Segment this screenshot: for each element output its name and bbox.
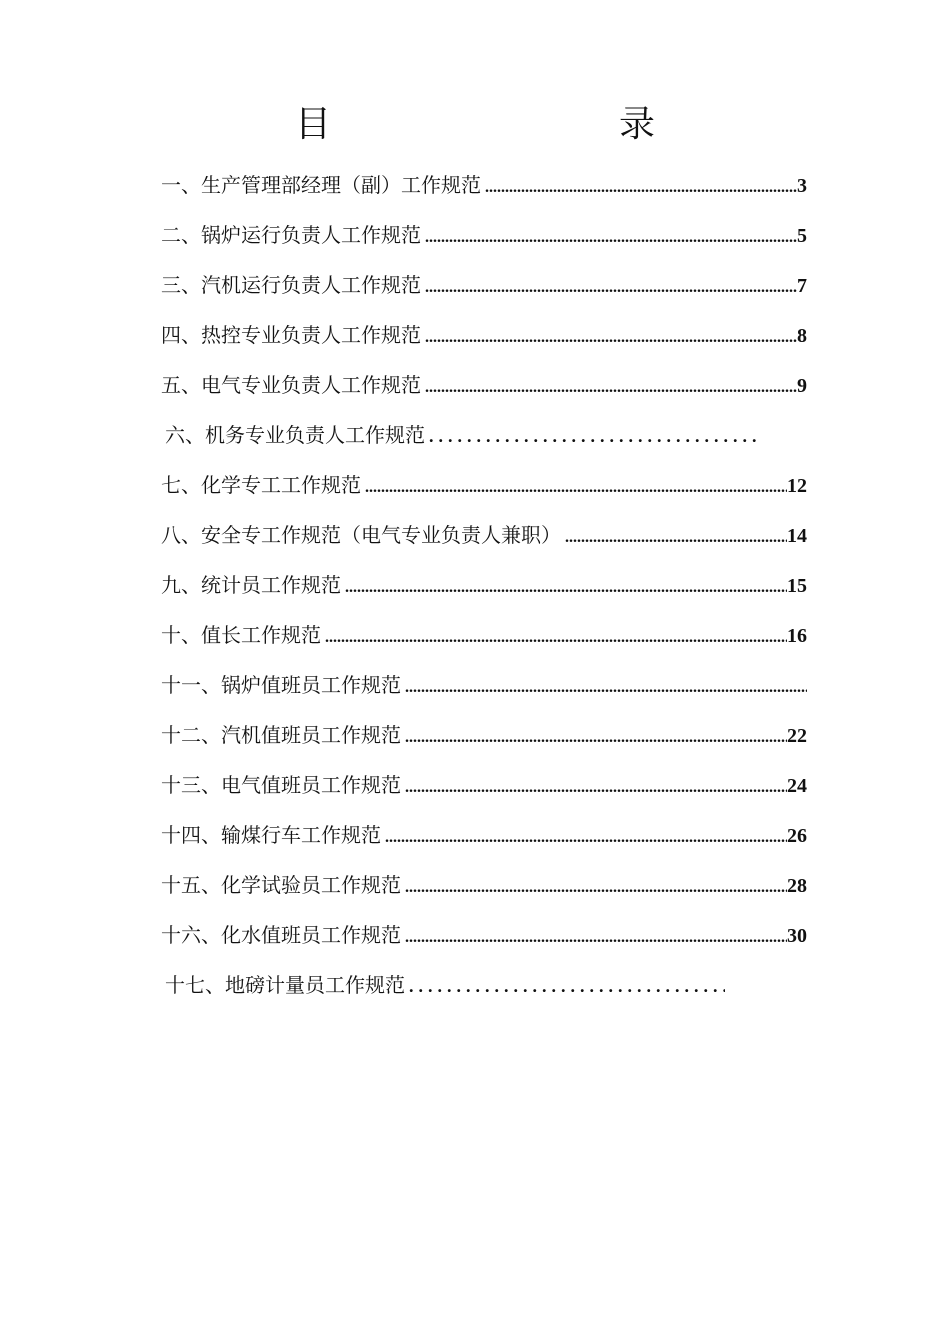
toc-dot-leader — [425, 313, 797, 363]
toc-entry-page: 26 — [787, 825, 807, 847]
toc-entry[interactable] — [161, 810, 807, 860]
toc-entry[interactable] — [161, 310, 807, 360]
toc-dot-leader — [405, 913, 787, 963]
toc-entry-page: 9 — [797, 375, 807, 397]
toc-entry[interactable] — [161, 160, 807, 210]
toc-entry[interactable] — [161, 760, 807, 810]
toc-dot-leader — [429, 411, 759, 461]
toc-dot-leader — [425, 263, 797, 313]
toc-dot-leader — [365, 463, 787, 513]
toc-entry-page: 5 — [797, 225, 807, 247]
toc-dot-leader — [405, 863, 787, 913]
toc-entry[interactable] — [161, 410, 807, 460]
toc-dot-leader — [345, 563, 787, 613]
toc-dot-leader — [405, 763, 787, 813]
table-of-contents — [161, 160, 807, 1010]
toc-entry-label: 一、生产管理部经理（副）工作规范 — [161, 173, 481, 197]
toc-entry[interactable] — [161, 560, 807, 610]
toc-entry-label: 五、电气专业负责人工作规范 — [161, 373, 421, 397]
toc-entry-page: 22 — [787, 725, 807, 747]
toc-entry-label: 十三、电气值班员工作规范 — [161, 773, 401, 797]
toc-title: 目 录 — [294, 104, 727, 145]
toc-dot-leader — [425, 363, 797, 413]
toc-entry-page: 30 — [787, 925, 807, 947]
toc-dot-leader — [409, 961, 725, 1011]
toc-dot-leader — [565, 513, 787, 563]
toc-dot-leader — [325, 613, 787, 663]
toc-entry[interactable] — [161, 510, 807, 560]
toc-entry-page: 8 — [797, 325, 807, 347]
toc-entry-label: 六、机务专业负责人工作规范 — [165, 423, 425, 447]
toc-entry-page: 24 — [787, 775, 807, 797]
toc-dot-leader — [385, 813, 787, 863]
toc-dot-leader — [405, 713, 787, 763]
toc-entry-label: 十、值长工作规范 — [161, 623, 321, 647]
toc-entry[interactable] — [161, 210, 807, 260]
toc-entry-page: 12 — [787, 475, 807, 497]
toc-entry[interactable] — [161, 960, 807, 1010]
toc-entry-label: 二、锅炉运行负责人工作规范 — [161, 223, 421, 247]
toc-entry-label: 十二、汽机值班员工作规范 — [161, 723, 401, 747]
toc-dot-leader — [405, 663, 807, 713]
toc-entry-label: 十六、化水值班员工作规范 — [161, 923, 401, 947]
toc-entry[interactable] — [161, 360, 807, 410]
toc-entry-label: 十四、输煤行车工作规范 — [161, 823, 381, 847]
toc-dot-leader — [425, 213, 797, 263]
toc-dot-leader — [485, 163, 797, 213]
toc-entry-page: 15 — [787, 575, 807, 597]
toc-entry[interactable] — [161, 860, 807, 910]
toc-entry-label: 十七、地磅计量员工作规范 — [165, 973, 405, 997]
toc-entry-page: 14 — [787, 525, 807, 547]
toc-entry[interactable] — [161, 260, 807, 310]
toc-entry[interactable] — [161, 610, 807, 660]
toc-entry-page: 3 — [797, 175, 807, 197]
toc-entry[interactable] — [161, 710, 807, 760]
toc-entry-page: 28 — [787, 875, 807, 897]
toc-entry-label: 十一、锅炉值班员工作规范 — [161, 673, 401, 697]
toc-entry-label: 四、热控专业负责人工作规范 — [161, 323, 421, 347]
toc-entry-label: 八、安全专工作规范（电气专业负责人兼职） — [161, 523, 561, 547]
toc-entry-label: 十五、化学试验员工作规范 — [161, 873, 401, 897]
toc-entry-label: 七、化学专工工作规范 — [161, 473, 361, 497]
toc-entry[interactable] — [161, 910, 807, 960]
toc-entry-label: 三、汽机运行负责人工作规范 — [161, 273, 421, 297]
toc-entry[interactable] — [161, 460, 807, 510]
toc-entry[interactable] — [161, 660, 807, 710]
toc-entry-page: 16 — [787, 625, 807, 647]
toc-entry-page: 7 — [797, 275, 807, 297]
toc-entry-label: 九、统计员工作规范 — [161, 573, 341, 597]
